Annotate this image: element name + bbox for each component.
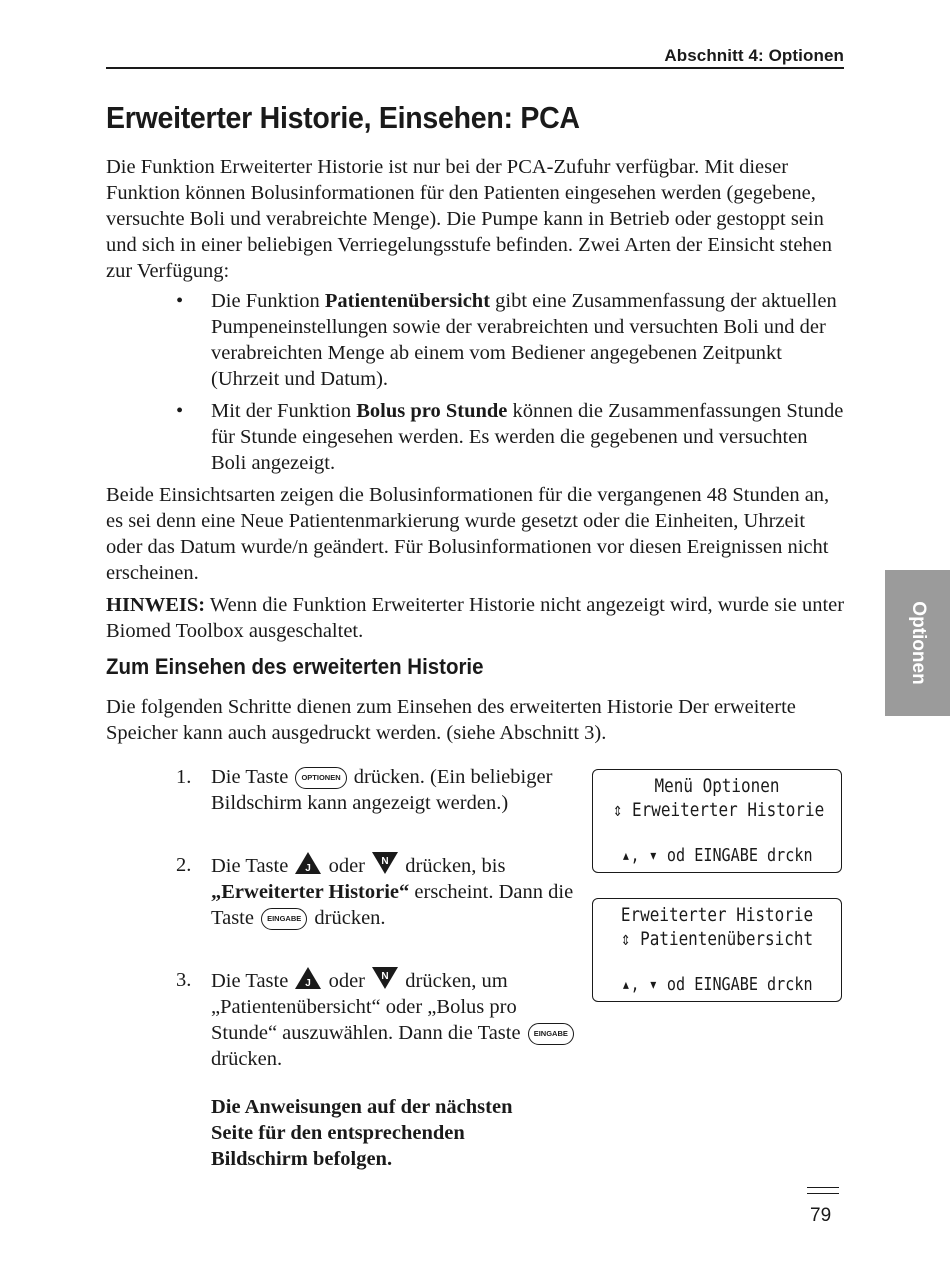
step-text: oder bbox=[323, 855, 371, 877]
side-tab-optionen bbox=[885, 570, 950, 716]
side-tab-label: Optionen bbox=[907, 601, 929, 685]
lcd-line-2: ⇕ Erweiterter Historie bbox=[612, 799, 825, 821]
section-intro: Die folgenden Schritte dienen zum Einsehen des erweiterten Historie Der erweiterte Speicher kann auch ausgedruckt werden. (siehe Abschnitt 3). bbox=[106, 696, 796, 744]
step-text: drücken, bis bbox=[400, 855, 506, 877]
lcd-footer: ▴, ▾ od EINGABE drckn bbox=[621, 845, 813, 866]
section-header-label: Abschnitt 4: Optionen bbox=[664, 46, 844, 65]
step-number: 2. bbox=[176, 854, 192, 876]
bullet-bolus-per-hour bbox=[106, 398, 846, 476]
bullet-text: Die Funktion bbox=[211, 290, 325, 312]
step-text: drücken, um „Patientenübersicht“ oder „Bolus pro Stunde“ auszuwählen. Dann die Taste bbox=[211, 970, 526, 1044]
enter-key-icon: EINGABE bbox=[261, 908, 307, 930]
note-label: HINWEIS: bbox=[106, 594, 206, 616]
lcd-screen-options-menu bbox=[592, 769, 842, 873]
intro-paragraph: Die Funktion Erweiterter Historie ist nur bei der PCA-Zufuhr verfügbar. Mit dieser Funktion können Bolusinformationen für den Patienten eingesehen werden (gegebene, versuchte Boli und verabreichte Menge). Die Pumpe kann in Betrieb oder gestoppt sein und sich in einer beliebigen Verriegelungsstufe befinden. Zwei Arten der Einsicht stehen zur Verfügung: bbox=[106, 156, 833, 282]
enter-key-icon: EINGABE bbox=[528, 1023, 574, 1045]
step-text: drücken. bbox=[211, 1048, 283, 1070]
page-title: Erweiterter Historie, Einsehen: PCA bbox=[106, 100, 580, 135]
bullet-bold-term: Patientenübersicht bbox=[324, 290, 491, 312]
step-3 bbox=[106, 967, 576, 1072]
history-paragraph: Beide Einsichtsarten zeigen die Bolusinformationen für die vergangenen 48 Stunden an, es sei denn eine Neue Patientenmarkierung wurde gesetzt oder die Einheiten, Uhrzeit oder das Datum wurde/n geändert. Für Bolusinformationen vor diesen Ereignissen nicht erscheinen. bbox=[106, 484, 830, 584]
step-number: 3. bbox=[176, 969, 192, 991]
step-1 bbox=[106, 764, 576, 816]
options-key-icon: OPTIONEN bbox=[295, 767, 346, 789]
step-text: Die Taste bbox=[211, 766, 294, 788]
follow-instructions-note: Die Anweisungen auf der nächsten Seite für den entsprechenden Bildschirm befolgen. bbox=[211, 1096, 513, 1170]
step-text: drücken. (Ein beliebiger Bildschirm kann angezeigt werden.) bbox=[211, 766, 553, 814]
note-text: Wenn die Funktion Erweiterter Historie nicht angezeigt wird, wurde sie unter Biomed Toolbox ausgeschaltet. bbox=[106, 594, 845, 642]
bullet-dot: • bbox=[176, 290, 184, 312]
down-arrow-key-icon bbox=[372, 967, 398, 989]
bullet-bold-term: Bolus pro Stunde bbox=[356, 400, 508, 422]
step-text: Die Taste bbox=[211, 855, 294, 877]
bullet-text: Mit der Funktion bbox=[211, 400, 357, 422]
feature-bullet-list bbox=[106, 288, 846, 482]
lcd-line-2: ⇕ Patientenübersicht bbox=[620, 928, 814, 950]
step-text: Die Taste bbox=[211, 970, 294, 992]
step-bold-term: „Erweiterter Historie“ bbox=[211, 881, 410, 903]
down-key-letter: N bbox=[381, 971, 389, 982]
down-key-letter: N bbox=[381, 856, 389, 867]
step-text: erscheint. Dann die Taste bbox=[211, 881, 574, 929]
step-2 bbox=[106, 852, 576, 931]
bullet-patient-summary bbox=[106, 288, 846, 392]
lcd-line-1: Erweiterter Historie bbox=[620, 904, 814, 926]
lcd-footer: ▴, ▾ od EINGABE drckn bbox=[621, 974, 813, 995]
footer-rule bbox=[807, 1193, 839, 1194]
section-heading: Zum Einsehen des erweiterten Historie bbox=[106, 654, 484, 679]
lcd-line-1: Menü Optionen bbox=[654, 775, 780, 797]
step-text: drücken. bbox=[309, 907, 386, 929]
bullet-text: können die Zusammenfassungen Stunde für Stunde eingesehen werden. Es werden die gegebenen und versuchten Boli angezeigt. bbox=[211, 400, 844, 474]
header-rule bbox=[106, 67, 844, 69]
lcd-screen-extended-history bbox=[592, 898, 842, 1002]
step-number: 1. bbox=[176, 766, 192, 788]
up-arrow-key-icon bbox=[295, 967, 321, 989]
down-arrow-key-icon bbox=[372, 852, 398, 874]
bullet-text: gibt eine Zusammenfassung der aktuellen Pumpeneinstellungen sowie der verabreichten und versuchten Boli und der verabreichten Menge ab einem vom Bediener angegebenen Zeitpunkt (Uhrzeit und Datum). bbox=[211, 290, 837, 390]
note-paragraph bbox=[106, 592, 846, 644]
up-arrow-key-icon bbox=[295, 852, 321, 874]
step-text: oder bbox=[323, 970, 371, 992]
bullet-dot: • bbox=[176, 400, 184, 422]
step-list bbox=[106, 764, 576, 1098]
page-number: 79 bbox=[810, 1205, 832, 1226]
up-key-letter: J bbox=[305, 863, 312, 874]
up-key-letter: J bbox=[305, 978, 312, 989]
footer-rule bbox=[807, 1187, 839, 1188]
